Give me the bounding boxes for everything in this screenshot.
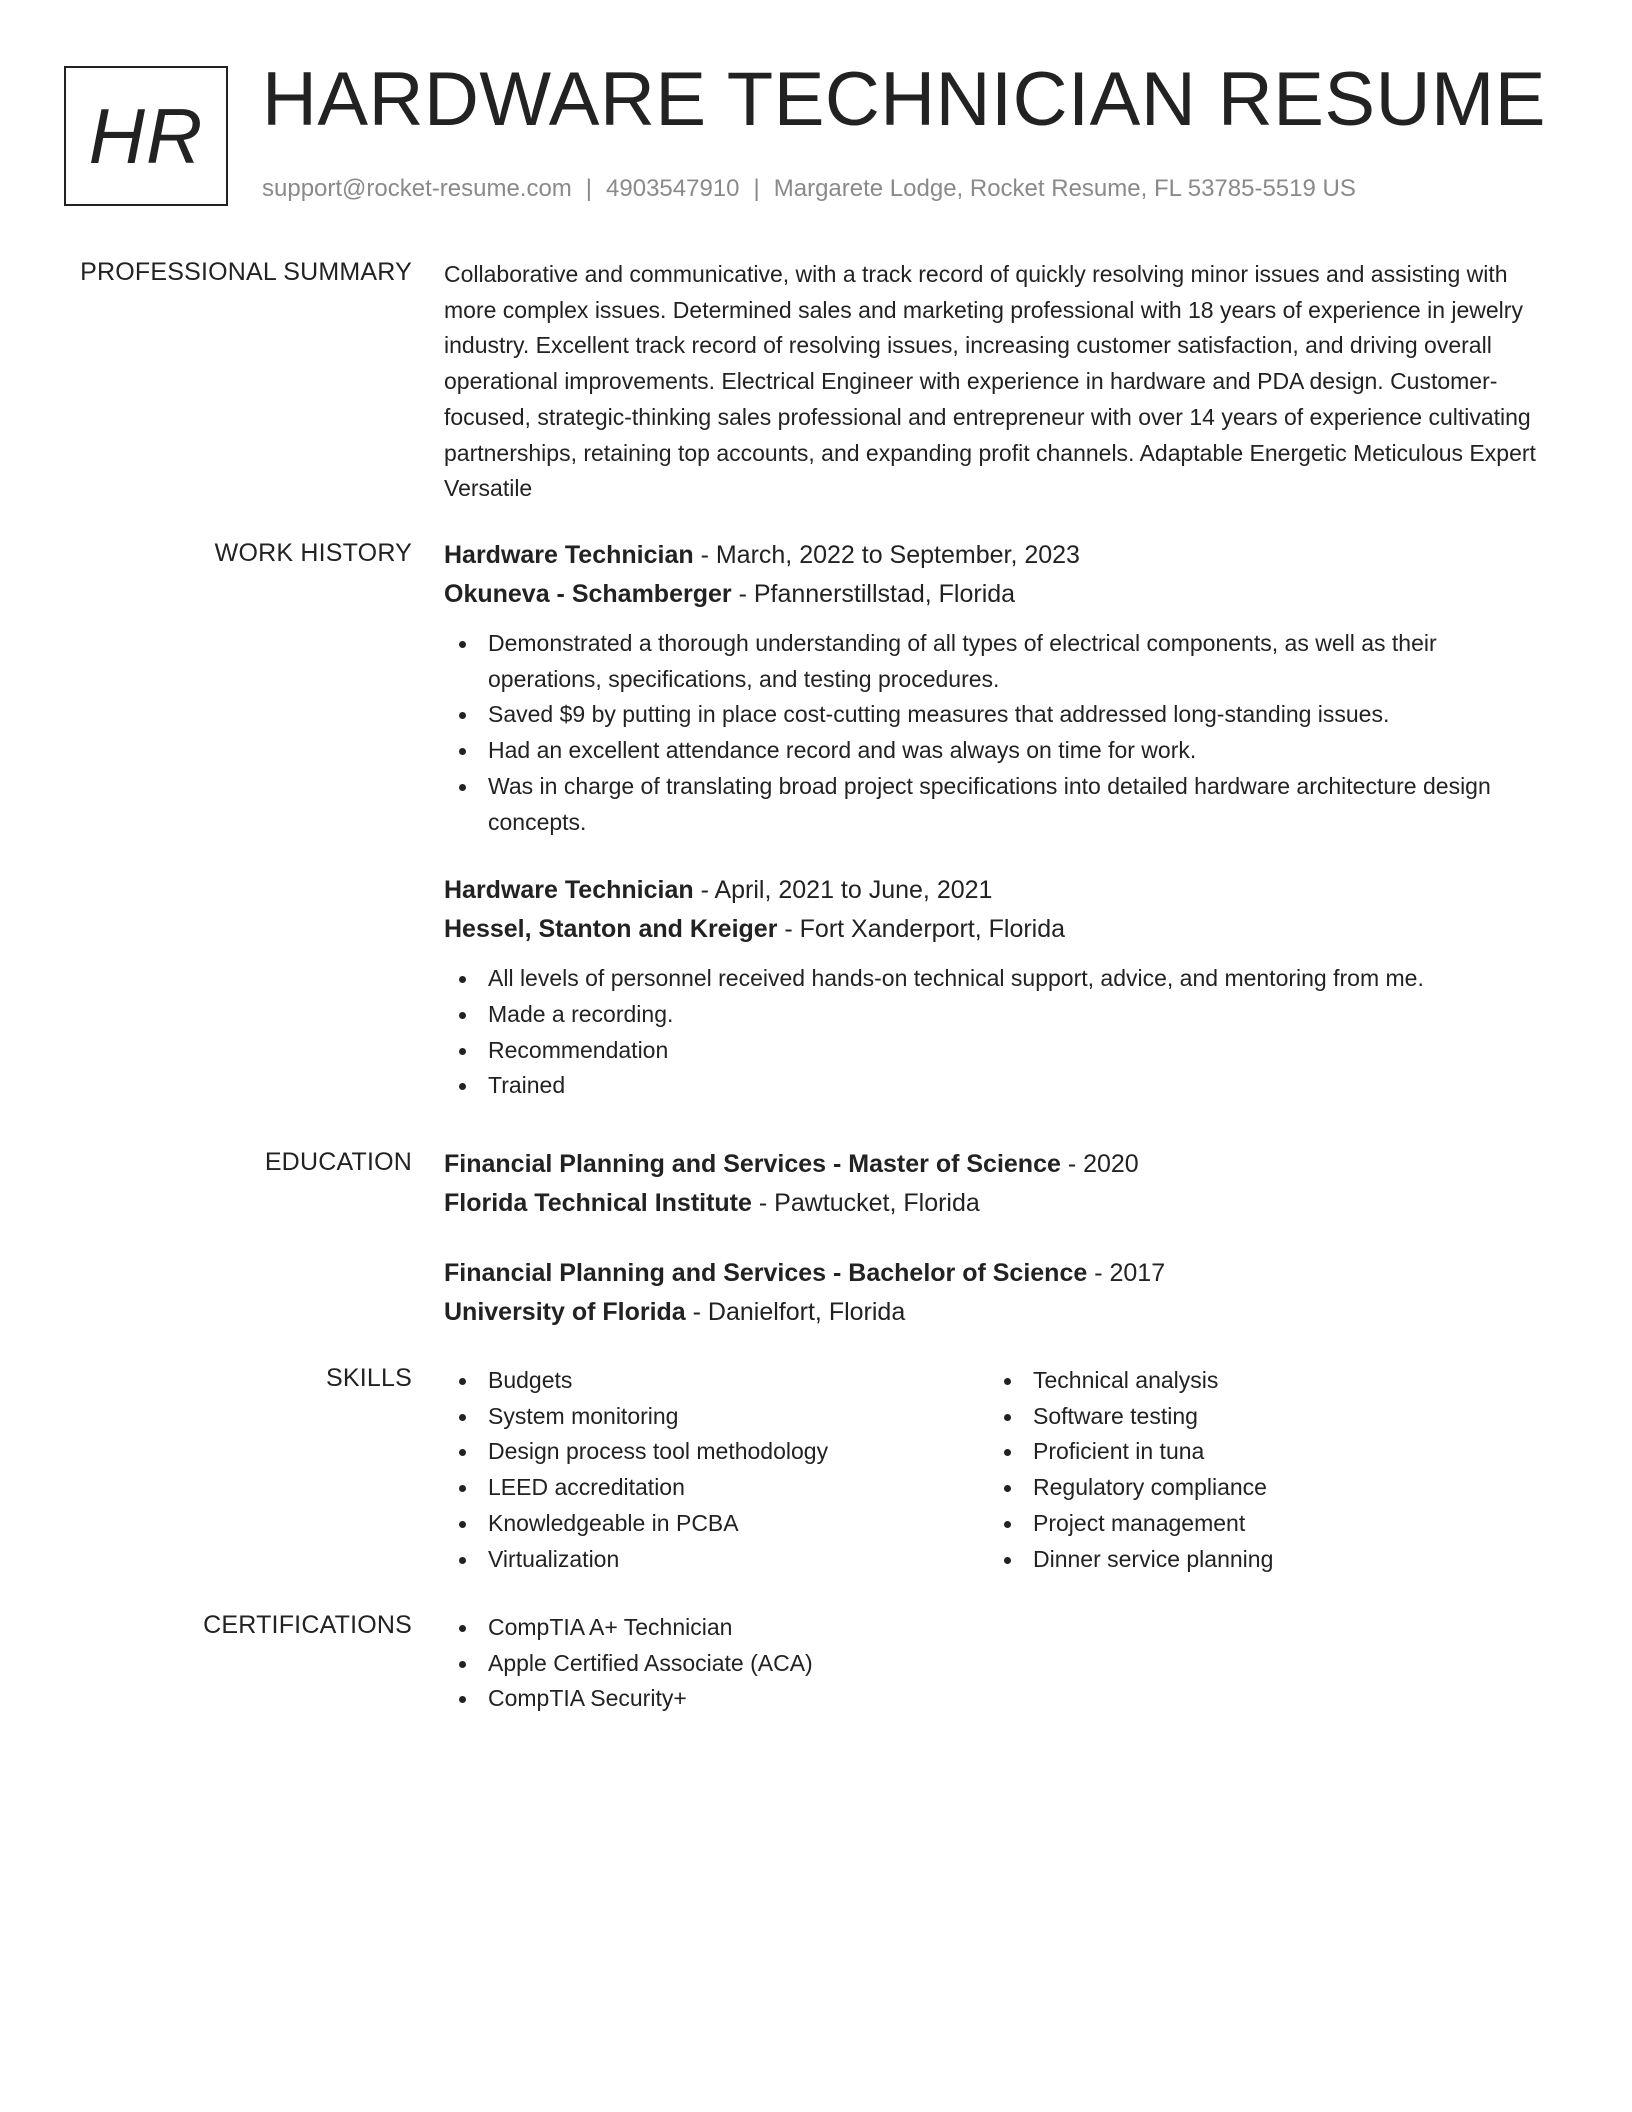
job-title: Hardware Technician bbox=[444, 541, 694, 569]
certifications-list bbox=[444, 1610, 1554, 1717]
list-item: Was in charge of translating broad project specifications into detailed hardware architecture design concepts. bbox=[444, 769, 1554, 840]
job-company: Okuneva - Schamberger bbox=[444, 580, 732, 608]
school-location: - Danielfort, Florida bbox=[685, 1298, 906, 1326]
skills-column-right bbox=[989, 1363, 1534, 1577]
work-history-heading: WORK HISTORY bbox=[214, 539, 412, 567]
school-name: University of Florida bbox=[444, 1298, 686, 1326]
job-bullets bbox=[444, 961, 1554, 1104]
job-dates: - April, 2021 to June, 2021 bbox=[693, 876, 993, 905]
list-item: Apple Certified Associate (ACA) bbox=[444, 1646, 1554, 1682]
job-location: - Fort Xanderport, Florida bbox=[777, 915, 1066, 944]
list-item: Trained bbox=[444, 1068, 1554, 1104]
education-entry bbox=[444, 1254, 1554, 1332]
list-item: Recommendation bbox=[444, 1033, 1554, 1069]
degree-year: - 2017 bbox=[1087, 1259, 1166, 1287]
list-item: LEED accreditation bbox=[444, 1470, 989, 1506]
job-location: - Pfannerstillstad, Florida bbox=[731, 580, 1016, 608]
list-item: Virtualization bbox=[444, 1542, 989, 1578]
list-item: Dinner service planning bbox=[989, 1542, 1534, 1578]
contact-phone[interactable]: 4903547910 bbox=[606, 175, 740, 202]
school-name: Florida Technical Institute bbox=[444, 1189, 752, 1217]
job-company-line bbox=[444, 910, 1554, 949]
list-item: Knowledgeable in PCBA bbox=[444, 1506, 989, 1542]
list-item: Demonstrated a thorough understanding of all types of electrical components, as well as their operations, specifications, and testing procedures. bbox=[444, 626, 1554, 697]
contact-separator: | bbox=[753, 175, 760, 202]
list-item: Design process tool methodology bbox=[444, 1434, 989, 1470]
job-company-line bbox=[444, 575, 1554, 614]
list-item: Regulatory compliance bbox=[989, 1470, 1534, 1506]
job-title: Hardware Technician bbox=[444, 876, 694, 905]
school-line bbox=[444, 1184, 1554, 1223]
job-dates: - March, 2022 to September, 2023 bbox=[693, 541, 1080, 569]
job-bullets bbox=[444, 626, 1554, 840]
school-line bbox=[444, 1293, 1554, 1332]
list-item: Technical analysis bbox=[989, 1363, 1534, 1399]
monogram-box bbox=[64, 66, 228, 206]
job-entry bbox=[444, 536, 1554, 840]
skills-list bbox=[444, 1363, 989, 1577]
job-title-line bbox=[444, 871, 1554, 910]
list-item: Had an excellent attendance record and was always on time for work. bbox=[444, 733, 1554, 769]
degree-name: Financial Planning and Services - Master of Science bbox=[444, 1150, 1061, 1178]
list-item: System monitoring bbox=[444, 1399, 989, 1435]
degree-name: Financial Planning and Services - Bachelor of Science bbox=[444, 1259, 1088, 1287]
resume-title: HARDWARE TECHNICIAN RESUME bbox=[262, 57, 1546, 142]
job-title-line bbox=[444, 536, 1554, 575]
list-item: Proficient in tuna bbox=[989, 1434, 1534, 1470]
contact-separator: | bbox=[585, 175, 593, 202]
summary-text: Collaborative and communicative, with a track record of quickly resolving minor issues and assisting with more complex issues. Determined sales and marketing professional with 18 years of experience in jewelry industry. Excellent track record of resolving issues, increasing customer satisfaction, and driving overall operational improvements. Electrical Engineer with experience in hardware and PDA design. Customer-focused, strategic-thinking sales professional and entrepreneur with over 14 years of experience cultivating partnerships, retaining top accounts, and expanding profit channels. Adaptable Energetic Meticulous Expert Versatile bbox=[444, 261, 1536, 502]
certifications-heading: CERTIFICATIONS bbox=[203, 1611, 412, 1639]
list-item: Budgets bbox=[444, 1363, 989, 1399]
skills-heading: SKILLS bbox=[326, 1364, 412, 1392]
education-entry bbox=[444, 1145, 1554, 1223]
job-company: Hessel, Stanton and Kreiger bbox=[444, 915, 778, 944]
contact-line bbox=[262, 175, 1356, 203]
education-heading: EDUCATION bbox=[264, 1148, 412, 1176]
list-item: CompTIA A+ Technician bbox=[444, 1610, 1554, 1646]
job-entry bbox=[444, 871, 1554, 1104]
list-item: Saved $9 by putting in place cost-cutting measures that addressed long-standing issues. bbox=[444, 697, 1554, 733]
degree-year: - 2020 bbox=[1060, 1150, 1139, 1178]
monogram-initials: HR bbox=[88, 91, 204, 180]
skills-list bbox=[989, 1363, 1534, 1577]
contact-address: Margarete Lodge, Rocket Resume, FL 53785-5519 US bbox=[773, 175, 1356, 202]
degree-line bbox=[444, 1145, 1554, 1184]
school-location: - Pawtucket, Florida bbox=[751, 1189, 980, 1217]
list-item: Project management bbox=[989, 1506, 1534, 1542]
skills-column-left bbox=[444, 1363, 989, 1577]
list-item: Software testing bbox=[989, 1399, 1534, 1435]
list-item: CompTIA Security+ bbox=[444, 1681, 1554, 1717]
list-item: Made a recording. bbox=[444, 997, 1554, 1033]
summary-heading: PROFESSIONAL SUMMARY bbox=[80, 258, 412, 286]
degree-line bbox=[444, 1254, 1554, 1293]
list-item: All levels of personnel received hands-on technical support, advice, and mentoring from me. bbox=[444, 961, 1554, 997]
contact-email[interactable]: support@rocket-resume.com bbox=[262, 175, 572, 202]
